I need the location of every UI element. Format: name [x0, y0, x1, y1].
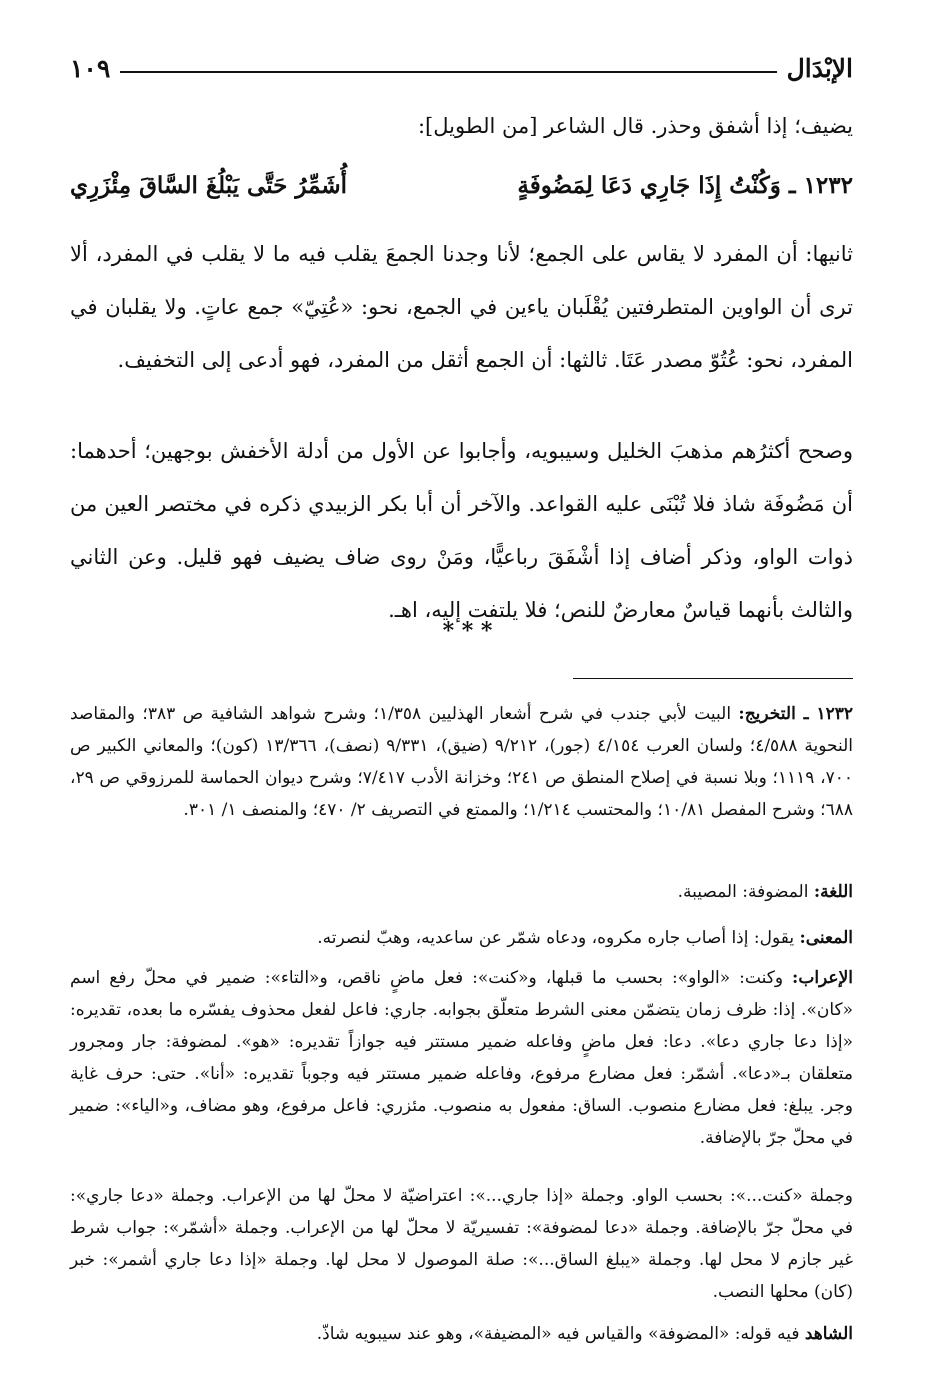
poetry-verse [70, 160, 853, 210]
jumal-text: وجملة «كنت...»: بحسب الواو. وجملة «إذا جاري...»: اعتراضيّة لا محلّ لها من الإعراب. وجملة «دعا جاري»: في محلّ جرّ بالإضافة. وجملة «دعا لمضوفة»: تفسيريّة لا محلّ لها من الإعراب. وجملة «أشمّر»: جواب شرط غير جازم لا محل لها. وجملة «يبلغ الساق...»: صلة الموصول لا محل لها. وجملة «إذا دعا جاري أشمر»: خبر (كان) محلها النصب. [70, 1186, 853, 1302]
running-title: الإبْدَال [786, 53, 853, 83]
irab-label: الإعراب: [792, 968, 853, 988]
footnote-irab [70, 962, 853, 1154]
lugha-text: المضوفة: المصيبة. [677, 882, 809, 902]
takhrij-text: البيت لأبي جندب في شرح أشعار الهذليين ١/٣٥٨؛ وشرح شواهد الشافية ص ٣٨٣؛ والمقاصد النحوية ٤/٥٨٨؛ ولسان العرب ٤/١٥٤ (جور)، ٩/٢١٢ (ضيق)، ٩/٣٣١ (نصف)، ١٣/٣٦٦ (كون)؛ والمعاني الكبير ص ٧٠٠، ١١١٩؛ وبلا نسبة في إصلاح المنطق ص ٢٤١؛ وخزانة الأدب ٧/٤١٧؛ وشرح ديوان الحماسة للمرزوقي ص ٢٩، ٦٨٨؛ وشرح المفصل ١٠/٨١؛ والمحتسب ١/٢١٤؛ والممتع في التصريف ٢/ ٤٧٠؛ والمنصف ١/ ٣٠١. [70, 704, 853, 820]
verse-second-hemistich: أُشَمِّرُ حَتَّى يَبْلُغَ السَّاقَ مِئْزَرِي [70, 171, 348, 199]
verse-first-hemistich: ١٢٣٢ ـ وَكُنْتُ إِذَا جَارِي دَعَا لِمَضُوفَةٍ [517, 171, 853, 199]
page-header [70, 48, 853, 88]
irab-text: وكنت: «الواو»: بحسب ما قبلها، و«كنت»: فعل ماضٍ ناقص، و«التاء»: ضمير في محلّ رفع اسم «كان». إذا: ظرف زمان يتضمّن معنى الشرط متعلّق بجوابه. جاري: فاعل لفعل محذوف يفسّره ما بعده، تقديره: «إذا دعا جاري دعا». دعا: فعل ماضٍ وفاعله ضمير مستتر فيه جوازاً تقديره: «هو». لمضوفة: جار ومجرور متعلقان بـ«دعا». أشمّر: فعل مضارع مرفوع، وفاعله ضمير مستتر فيه وجوباً تقديره: «أنا». حتى: حرف غاية وجر. يبلغ: فعل مضارع منصوب. الساق: مفعول به منصوب. مئزري: فاعل مرفوع، وهو مضاف، و«الياء»: ضمير في محلّ جرّ بالإضافة. [70, 968, 853, 1148]
section-separator: * * * [442, 618, 493, 644]
footnote-takhrij [70, 698, 853, 826]
page-number: ١٠٩ [70, 53, 111, 83]
footnote-shahid [70, 1318, 853, 1350]
footnote-lugha [70, 876, 853, 908]
footnote-jumal [70, 1180, 853, 1308]
shahid-label: الشاهد [804, 1324, 853, 1344]
paragraph-2-text: ثانيها: أن المفرد لا يقاس على الجمع؛ لأنا وجدنا الجمعَ يقلب فيه ما لا يقلب في المفرد، ألا ترى أن الواوين المتطرفتين يُقْلَبان ياءين في الجمع، نحو: «عُتِيّ» جمع عاتٍ. ولا يقلبان في المفرد، نحو: عُتُوّ مصدر عَتَا. ثالثها: أن الجمع أثقل من المفرد، فهو أدعى إلى التخفيف. [70, 242, 853, 372]
mana-label: المعنى: [799, 928, 853, 948]
paragraph-3-text: وصحح أكثرُهم مذهبَ الخليل وسيبويه، وأجابوا عن الأول من أدلة الأخفش بوجهين؛ أحدهما: أن مَضُوفَة شاذ فلا تُبْنَى عليه القواعد. والآخر أن أبا بكر الزبيدي ذكره في مختصر العين من ذوات الواو، وذكر أضاف إذا أشْفَقَ رباعيًّا، ومَنْ روى ضاف يضيف فهو قليل. وعن الثاني والثالث بأنهما قياسٌ معارضٌ للنص؛ فلا يلتفت إليه، اهـ. [70, 439, 853, 622]
intro-text: يضيف؛ إذا أشفق وحذر. قال الشاعر [من الطويل]: [417, 114, 853, 138]
footnote-mana [70, 922, 853, 954]
takhrij-label: ١٢٣٢ ـ التخريج: [738, 704, 854, 724]
body-paragraph-2 [70, 228, 853, 387]
footnote-rule [573, 678, 853, 679]
body-paragraph-3 [70, 425, 853, 637]
shahid-text: فيه قوله: «المضوفة» والقياس فيه «المضيفة»، وهو عند سيبويه شاذّ. [316, 1324, 800, 1344]
intro-line [70, 100, 853, 153]
mana-text: يقول: إذا أصاب جاره مكروه، ودعاه شمّر عن ساعديه، وهبّ لنصرته. [317, 928, 795, 948]
lugha-label: اللغة: [813, 882, 853, 902]
header-rule [120, 71, 776, 73]
